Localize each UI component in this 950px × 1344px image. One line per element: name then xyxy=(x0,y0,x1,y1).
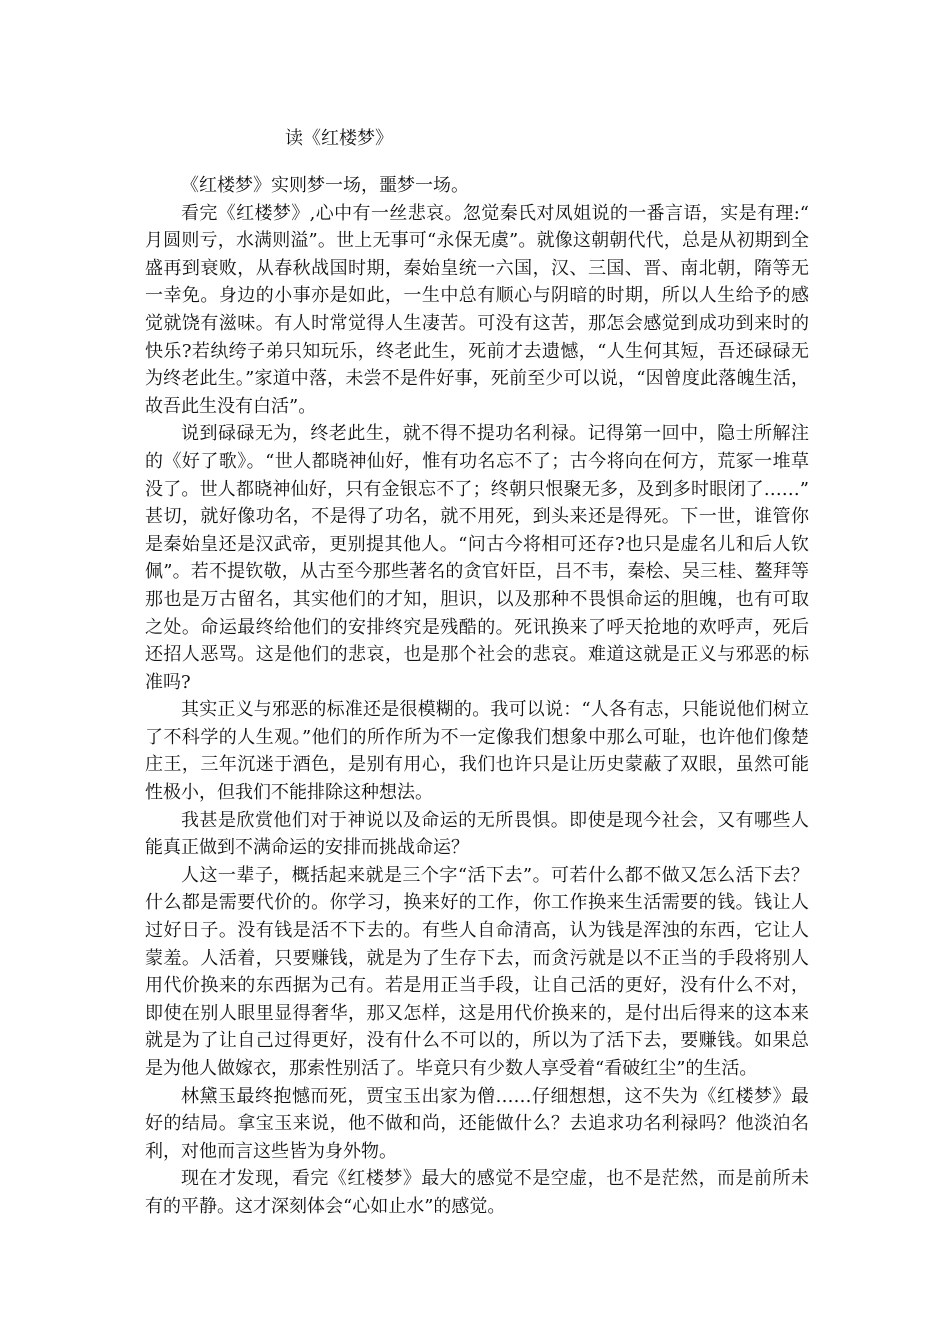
paragraph-8: 现在才发现，看完《红楼梦》最大的感觉不是空虚，也不是茫然，而是前所未有的平静。这才深刻体会“心如止水”的感觉。 xyxy=(145,1168,809,1217)
paragraph-3: 说到碌碌无为，终老此生，就不得不提功名利禄。记得第一回中，隐士所解注的《好了歌》。“世人都晓神仙好，惟有功名忘不了；古今将向在何方，荒冢一堆草没了。世人都晓神仙好，只有金银忘不了；终朝只恨聚无多，及到多时眼闭了……”甚切，就好像功名，不是得了功名，就不用死，到头来还是得死。下一世，谁管你是秦始皇还是汉武帝，更别提其他人。“问古今将相可还存?也只是虚名儿和后人钦佩”。若不提钦敬，从古至今那些著名的贪官奸臣，吕不韦，秦桧、吴三桂、鳌拜等那也是万古留名，其实他们的才知，胆识，以及那种不畏惧命运的胆魄，也有可取之处。命运最终给他们的安排终究是残酷的。死讯换来了呼天抢地的欢呼声，死后还招人恶骂。这是他们的悲哀，也是那个社会的悲哀。难道这就是正义与邪恶的标准吗? xyxy=(145,423,809,693)
paragraph-1: 《红楼梦》实则梦一场，噩梦一场。 xyxy=(181,175,469,196)
document-body xyxy=(145,172,809,1221)
document-title: 读《红楼梦》 xyxy=(285,128,393,149)
paragraph-5: 我甚是欣赏他们对于神说以及命运的无所畏惧。即使是现今社会，又有哪些人能真正做到不满命运的安排而挑战命运？ xyxy=(145,809,809,859)
paragraph-6: 人这一辈子，概括起来就是三个字“活下去”。可若什么都不做又怎么活下去？什么都是需要代价的。你学习，换来好的工作，你工作换来生活需要的钱。钱让人过好日子。没有钱是活不下去的。有些人自命清高，认为钱是浑浊的东西，它让人蒙羞。人活着，只要赚钱，就是为了生存下去，而贪污就是以不正当的手段将别人用代价换来的东西据为己有。若是用正当手段，让自己活的更好，没有什么不对，即使在别人眼里显得奢华，那又怎样，这是用代价换来的，是付出后得来的这本来就是为了让自己过得更好，没有什么不可以的，所以为了活下去，要赚钱。如果总是为他人做嫁衣，那索性别活了。毕竟只有少数人享受着“看破红尘”的生活。 xyxy=(145,864,809,1079)
paragraph-4: 其实正义与邪恶的标准还是很模糊的。我可以说：“人各有志，只能说他们树立了不科学的人生观。”他们的所作所为不一定像我们想象中那么可耻，也许他们像楚庄王，三年沉迷于酒色，是别有用心，我们也许只是让历史蒙蔽了双眼，虽然可能性极小，但我们不能排除这种想法。 xyxy=(145,699,809,804)
paragraph-7: 林黛玉最终抱憾而死，贾宝玉出家为僧……仔细想想，这不失为《红楼梦》最好的结局。拿宝玉来说，他不做和尚，还能做什么？去追求功名利禄吗？他淡泊名利，对他而言这些皆为身外物。 xyxy=(145,1085,809,1162)
paragraph-2: 看完《红楼梦》,心中有一丝悲哀。忽觉秦氏对凤姐说的一番言语，实是有理:“月圆则亏，水满则溢”。世上无事可“永保无虞”。就像这朝朝代代，总是从初期到全盛再到衰败，从春秋战国时期，秦始皇统一六国，汉、三国、晋、南北朝，隋等无一幸免。身边的小事亦是如此，一生中总有顺心与阴暗的时期，所以人生给予的感觉就饶有滋味。有人时常觉得人生凄苦。可没有这苦，那怎会感觉到成功到来时的快乐?若纨绔子弟只知玩乐，终老此生，死前才去遗憾，“人生何其短，吾还碌碌无为终老此生。”家道中落，未尝不是件好事，死前至少可以说，“因曾度此落魄生活，故吾此生没有白活”。 xyxy=(145,202,809,417)
